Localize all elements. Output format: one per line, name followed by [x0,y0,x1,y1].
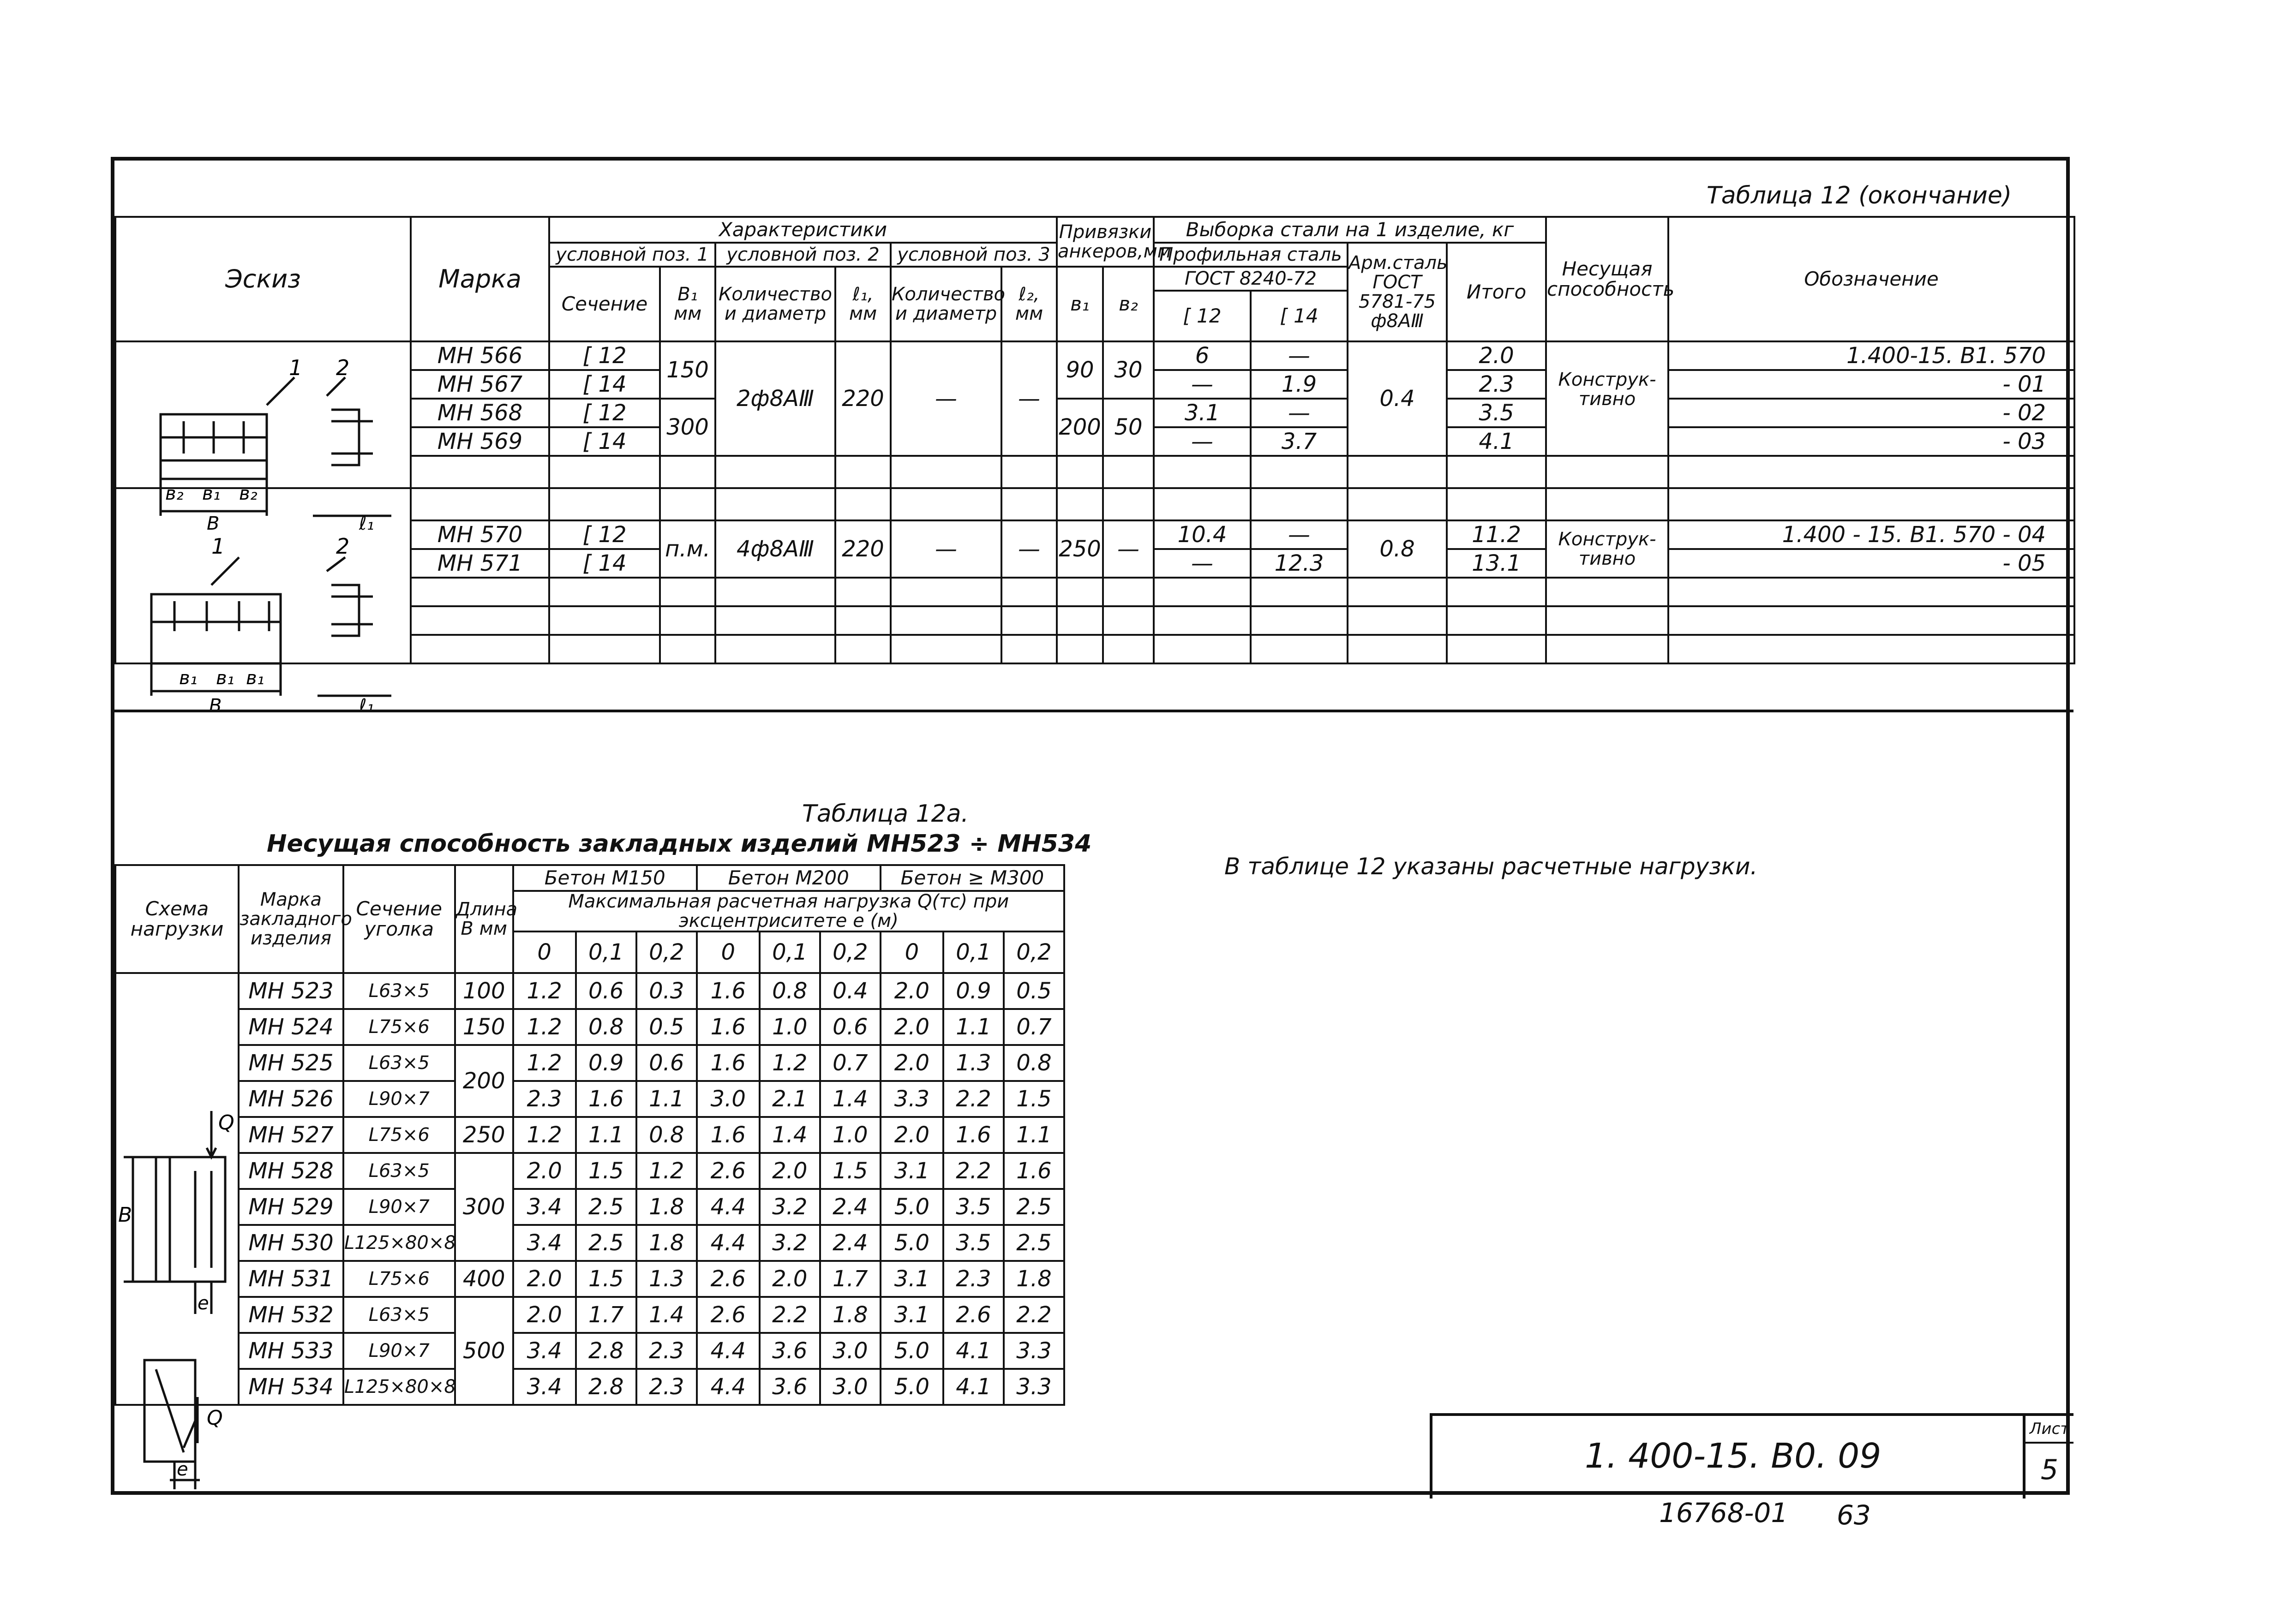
table12a-title: Несущая способность закладных изделий МН523 ÷ МН534 [267,830,1092,858]
load-value-cell: 1.1 [636,1081,697,1117]
load-value-cell: 2.4 [820,1189,881,1225]
load-value-cell: 2.0 [881,973,943,1009]
length-cell: 150 [455,1009,513,1045]
load-value-cell: 0.9 [576,1045,636,1081]
pos3-qty-cell: — [891,341,1001,456]
designation-cell: - 05 [1668,549,2074,578]
total-cell: 2.0 [1447,341,1546,370]
total-cell: 2.3 [1447,370,1546,399]
document-code: 1. 400-15. В0. 09 [1585,1436,1882,1476]
pos3-qty-cell: — [891,520,1001,578]
load-value-cell: 1.5 [820,1153,881,1189]
load-value-cell: 2.0 [513,1297,576,1333]
ecc-header: 0 [881,931,943,973]
load-value-cell: 2.2 [943,1153,1004,1189]
load-value-cell: 2.5 [576,1189,636,1225]
scheme-Q-label: Q [218,1111,234,1134]
load-value-cell: 0.6 [636,1045,697,1081]
scheme-e-label: е [198,1293,209,1314]
designation-cell: - 03 [1668,427,2074,456]
table12a-caption: Таблица 12а. [802,800,969,828]
length-cell: 100 [455,973,513,1009]
header-section: Сечение уголка [343,865,455,973]
mark-cell: МН 570 [411,520,549,549]
ecc-header: 0 [513,931,576,973]
c12-cell: — [1154,549,1251,578]
sketch-pos1-label: 1 [211,534,225,559]
sketch-pos1-label: 1 [289,355,303,380]
capacity-cell: Конструк- тивно [1546,341,1668,456]
section-cell: L63×5 [343,1153,455,1189]
ecc-header: 0 [697,931,760,973]
load-value-cell: 2.3 [513,1081,576,1117]
arm-cell: 0.8 [1348,520,1447,578]
load-value-cell: 5.0 [881,1189,943,1225]
load-value-cell: 1.6 [943,1117,1004,1153]
header-length: Длина В мм [455,865,513,973]
load-value-cell: 2.0 [513,1261,576,1297]
load-value-cell: 0.8 [1004,1045,1064,1081]
inventory-number: 16768-01 [1659,1497,1788,1528]
load-value-cell: 1.3 [636,1261,697,1297]
anchor-b2-cell: — [1103,520,1154,578]
header-gost: ГОСТ 8240-72 [1154,267,1348,291]
sketch-b1-label: в₁ [216,668,234,689]
header-maxload: Максимальная расчетная нагрузка Q(тс) при эксцентриситете е (м) [513,891,1064,931]
load-value-cell: 2.4 [820,1225,881,1261]
load-value-cell: 0.8 [636,1117,697,1153]
load-value-cell: 2.5 [1004,1189,1064,1225]
total-cell: 13.1 [1447,549,1546,578]
mark-cell: МН 529 [239,1189,343,1225]
load-value-cell: 3.5 [943,1225,1004,1261]
scheme-B-label: В [118,1203,132,1227]
load-value-cell: 1.7 [820,1261,881,1297]
header-characteristics: Характеристики [549,217,1057,243]
header-section: Сечение [549,267,660,341]
load-value-cell: 1.2 [513,1045,576,1081]
table12-caption: Таблица 12 (окончание) [1707,182,2012,209]
load-value-cell: 2.3 [943,1261,1004,1297]
header-profile: Профильная сталь [1154,243,1348,267]
load-value-cell: 3.1 [881,1297,943,1333]
table-row [115,1081,1064,1117]
load-value-cell: 3.5 [943,1189,1004,1225]
capacity-cell: Конструк- тивно [1546,520,1668,578]
load-value-cell: 1.2 [636,1153,697,1189]
table-row [115,1297,1064,1333]
load-value-cell: 5.0 [881,1333,943,1369]
load-value-cell: 2.2 [760,1297,820,1333]
total-cell: 4.1 [1447,427,1546,456]
load-value-cell: 1.5 [1004,1081,1064,1117]
load-value-cell: 2.5 [576,1225,636,1261]
load-value-cell: 0.6 [820,1009,881,1045]
load-value-cell: 1.3 [943,1045,1004,1081]
header-pos3: условной поз. 3 [891,243,1057,267]
header-sketch: Эскиз [115,217,411,341]
ecc-header: 0,2 [1004,931,1064,973]
sketch-drawing-1 [142,355,410,543]
header-designation: Обозначение [1668,217,2074,341]
length-cell: 400 [455,1261,513,1297]
c14-cell: — [1251,341,1348,370]
c12-cell: 6 [1154,341,1251,370]
l2-cell: — [1001,341,1057,456]
mark-cell: МН 527 [239,1117,343,1153]
load-value-cell: 2.3 [636,1333,697,1369]
load-value-cell: 1.6 [697,973,760,1009]
section-cell: L75×6 [343,1009,455,1045]
sheet-number-box [2023,1416,2073,1499]
table-row [115,973,1064,1009]
load-value-cell: 1.6 [576,1081,636,1117]
load-value-cell: 3.3 [1004,1369,1064,1405]
title-block [1430,1413,2073,1499]
sketch-B-label: В [207,513,220,534]
total-cell: 3.5 [1447,399,1546,427]
table-row [115,341,2074,370]
load-value-cell: 2.2 [943,1081,1004,1117]
header-qty-diam: Количество и диаметр [715,267,835,341]
load-value-cell: 1.6 [697,1009,760,1045]
table-row [115,1009,1064,1045]
load-value-cell: 1.0 [820,1117,881,1153]
load-value-cell: 2.6 [943,1297,1004,1333]
load-value-cell: 2.0 [881,1009,943,1045]
table-row [115,1189,1064,1225]
load-value-cell: 1.5 [576,1153,636,1189]
sketch-pos2-label: 2 [336,355,350,380]
sketch-l1-label: ℓ₁ [359,695,374,716]
load-value-cell: 3.1 [881,1153,943,1189]
mark-cell: МН 568 [411,399,549,427]
header-c12: [ 12 [1154,291,1251,341]
header-concrete-m300: Бетон ≥ М300 [881,865,1064,891]
load-value-cell: 2.0 [881,1117,943,1153]
mark-cell: МН 528 [239,1153,343,1189]
load-value-cell: 4.4 [697,1189,760,1225]
load-value-cell: 3.6 [760,1333,820,1369]
mark-cell: МН 523 [239,973,343,1009]
section-cell: L75×6 [343,1261,455,1297]
load-value-cell: 4.4 [697,1369,760,1405]
load-value-cell: 3.0 [820,1333,881,1369]
mark-cell: МН 531 [239,1261,343,1297]
sheet-number: 5 [2040,1454,2059,1486]
load-value-cell: 1.8 [1004,1261,1064,1297]
load-value-cell: 3.3 [1004,1333,1064,1369]
section-cell: [ 12 [549,520,660,549]
c14-cell: — [1251,520,1348,549]
section-divider [114,710,2073,712]
b1-width-cell: 150 [660,341,715,399]
section-cell: [ 12 [549,341,660,370]
section-cell: L63×5 [343,973,455,1009]
b1-width-cell: п.м. [660,520,715,578]
load-value-cell: 0.8 [576,1009,636,1045]
c12-cell: — [1154,427,1251,456]
ecc-header: 0,2 [636,931,697,973]
section-cell: L125×80×8 [343,1369,455,1405]
total-cell: 11.2 [1447,520,1546,549]
sketch-b2-label: в₂ [165,483,184,504]
load-value-cell: 3.4 [513,1369,576,1405]
load-value-cell: 0.7 [1004,1009,1064,1045]
mark-cell: МН 532 [239,1297,343,1333]
designation-cell: - 01 [1668,370,2074,399]
load-value-cell: 2.1 [760,1081,820,1117]
anchor-b2-cell: 50 [1103,399,1154,456]
length-cell: 300 [455,1153,513,1261]
load-value-cell: 1.7 [576,1297,636,1333]
c14-cell: 3.7 [1251,427,1348,456]
sketch-pos2-label: 2 [336,534,350,559]
table12a [114,864,1065,1406]
section-cell: [ 12 [549,399,660,427]
header-mark: Марка [411,217,549,341]
load-value-cell: 3.6 [760,1369,820,1405]
load-value-cell: 2.0 [513,1153,576,1189]
sketch-drawing-2 [142,534,410,723]
load-value-cell: 1.4 [760,1117,820,1153]
load-value-cell: 4.4 [697,1333,760,1369]
header-b2: в₂ [1103,267,1154,341]
qty-cell: 4ф8АⅢ [715,520,835,578]
anchor-b1-cell: 200 [1057,399,1103,456]
load-value-cell: 3.4 [513,1225,576,1261]
load-value-cell: 3.0 [820,1369,881,1405]
header-pos1: условной поз. 1 [549,243,715,267]
load-value-cell: 5.0 [881,1369,943,1405]
section-cell: L90×7 [343,1333,455,1369]
sheet-label: Лист [2025,1416,2073,1444]
mark-cell: МН 534 [239,1369,343,1405]
l2-cell: — [1001,520,1057,578]
mark-cell: МН 533 [239,1333,343,1369]
table-row [115,1333,1064,1369]
header-arm: Арм.сталь ГОСТ 5781-75 ф8АⅢ [1348,243,1447,341]
load-value-cell: 3.2 [760,1189,820,1225]
header-c14: [ 14 [1251,291,1348,341]
anchor-b2-cell: 30 [1103,341,1154,399]
load-value-cell: 0.8 [760,973,820,1009]
sketch-b1-label: в₁ [179,668,198,689]
header-concrete-m150: Бетон М150 [513,865,697,891]
load-value-cell: 1.6 [697,1117,760,1153]
load-value-cell: 3.4 [513,1333,576,1369]
load-value-cell: 2.5 [1004,1225,1064,1261]
mark-cell: МН 569 [411,427,549,456]
header-mark: Марка закладного изделия [239,865,343,973]
section-cell: [ 14 [549,549,660,578]
length-cell: 250 [455,1117,513,1153]
c12-cell: 3.1 [1154,399,1251,427]
load-value-cell: 2.3 [636,1369,697,1405]
load-value-cell: 0.7 [820,1045,881,1081]
load-value-cell: 1.0 [760,1009,820,1045]
load-value-cell: 0.5 [636,1009,697,1045]
table-row [115,1261,1064,1297]
header-b1: в₁ [1057,267,1103,341]
load-value-cell: 2.0 [760,1261,820,1297]
load-value-cell: 2.6 [697,1153,760,1189]
header-concrete-m200: Бетон М200 [697,865,881,891]
header-anchor-bind: Привязки анкеров,мм [1057,217,1154,267]
sketch-b2-label: в₂ [239,483,258,504]
c14-cell: 12.3 [1251,549,1348,578]
ecc-header: 0,1 [943,931,1004,973]
load-value-cell: 0.9 [943,973,1004,1009]
load-value-cell: 0.5 [1004,973,1064,1009]
c12-cell: — [1154,370,1251,399]
header-pos2: условной поз. 2 [715,243,891,267]
mark-cell: МН 524 [239,1009,343,1045]
ecc-header: 0,1 [576,931,636,973]
c14-cell: — [1251,399,1348,427]
table-row [115,1153,1064,1189]
section-cell: L125×80×8 [343,1225,455,1261]
load-value-cell: 2.6 [697,1297,760,1333]
c14-cell: 1.9 [1251,370,1348,399]
l1-cell: 220 [835,520,891,578]
load-value-cell: 3.4 [513,1189,576,1225]
mark-cell: МН 530 [239,1225,343,1261]
header-capacity: Несущая способность [1546,217,1668,341]
load-value-cell: 4.1 [943,1369,1004,1405]
designation-cell: 1.400 - 15. В1. 570 - 04 [1668,520,2074,549]
table-row [115,1045,1064,1081]
load-value-cell: 1.2 [513,1009,576,1045]
sketch-l1-label: ℓ₁ [359,513,374,534]
table-row [115,1369,1064,1405]
section-cell: [ 14 [549,370,660,399]
ecc-header: 0,1 [760,931,820,973]
mark-cell: МН 525 [239,1045,343,1081]
section-cell: L63×5 [343,1045,455,1081]
mark-cell: МН 571 [411,549,549,578]
load-value-cell: 2.8 [576,1369,636,1405]
load-value-cell: 3.2 [760,1225,820,1261]
load-value-cell: 1.2 [513,1117,576,1153]
table-row [115,1117,1064,1153]
load-value-cell: 2.0 [760,1153,820,1189]
load-value-cell: 1.2 [760,1045,820,1081]
load-value-cell: 1.1 [943,1009,1004,1045]
section-cell: L63×5 [343,1297,455,1333]
header-steel: Выборка стали на 1 изделие, кг [1154,217,1546,243]
arm-cell: 0.4 [1348,341,1447,456]
header-qty-diam-3: Количество и диаметр [891,267,1001,341]
length-cell: 500 [455,1297,513,1405]
load-value-cell: 1.8 [636,1189,697,1225]
note-text: В таблице 12 указаны расчетные нагрузки. [1224,853,1758,880]
load-value-cell: 4.4 [697,1225,760,1261]
load-value-cell: 1.4 [636,1297,697,1333]
load-value-cell: 3.0 [697,1081,760,1117]
table12a-body [115,973,1064,1405]
load-value-cell: 1.4 [820,1081,881,1117]
mark-cell: МН 567 [411,370,549,399]
load-value-cell: 0.4 [820,973,881,1009]
load-value-cell: 0.6 [576,973,636,1009]
load-value-cell: 4.1 [943,1333,1004,1369]
header-b1mm: B₁ мм [660,267,715,341]
header-l2: ℓ₂, мм [1001,267,1057,341]
mark-cell: МН 526 [239,1081,343,1117]
load-scheme-drawings [114,1083,237,1568]
qty-cell: 2ф8АⅢ [715,341,835,456]
l1-cell: 220 [835,341,891,456]
anchor-b1-cell: 90 [1057,341,1103,399]
scheme-Q-label: Q [207,1406,223,1430]
designation-cell: 1.400-15. В1. 570 [1668,341,2074,370]
sketch-B-label: В [209,695,222,716]
load-value-cell: 5.0 [881,1225,943,1261]
c12-cell: 10.4 [1154,520,1251,549]
load-value-cell: 1.2 [513,973,576,1009]
header-l1: ℓ₁, мм [835,267,891,341]
b1-width-cell: 300 [660,399,715,456]
sketch-b1-label: в₁ [202,483,221,504]
section-cell: L90×7 [343,1081,455,1117]
length-cell: 200 [455,1045,513,1117]
load-value-cell: 1.6 [1004,1153,1064,1189]
load-value-cell: 1.5 [576,1261,636,1297]
section-cell: [ 14 [549,427,660,456]
load-value-cell: 1.8 [820,1297,881,1333]
load-value-cell: 1.8 [636,1225,697,1261]
header-total: Итого [1447,243,1546,341]
anchor-b1-cell: 250 [1057,520,1103,578]
mark-cell: МН 566 [411,341,549,370]
page-number: 63 [1837,1499,1871,1531]
table-row [115,1225,1064,1261]
load-value-cell: 3.3 [881,1081,943,1117]
designation-cell: - 02 [1668,399,2074,427]
load-value-cell: 1.6 [697,1045,760,1081]
section-cell: L75×6 [343,1117,455,1153]
drawing-sheet [111,157,2070,1495]
sketch-b1-label: в₁ [246,668,264,689]
load-value-cell: 3.1 [881,1261,943,1297]
load-value-cell: 0.3 [636,973,697,1009]
section-cell: L90×7 [343,1189,455,1225]
load-value-cell: 2.6 [697,1261,760,1297]
scheme-e-label: е [177,1459,188,1480]
header-scheme: Схема нагрузки [115,865,239,973]
load-value-cell: 1.1 [576,1117,636,1153]
ecc-header: 0,2 [820,931,881,973]
load-value-cell: 2.2 [1004,1297,1064,1333]
load-value-cell: 2.8 [576,1333,636,1369]
load-value-cell: 2.0 [881,1045,943,1081]
load-value-cell: 1.1 [1004,1117,1064,1153]
